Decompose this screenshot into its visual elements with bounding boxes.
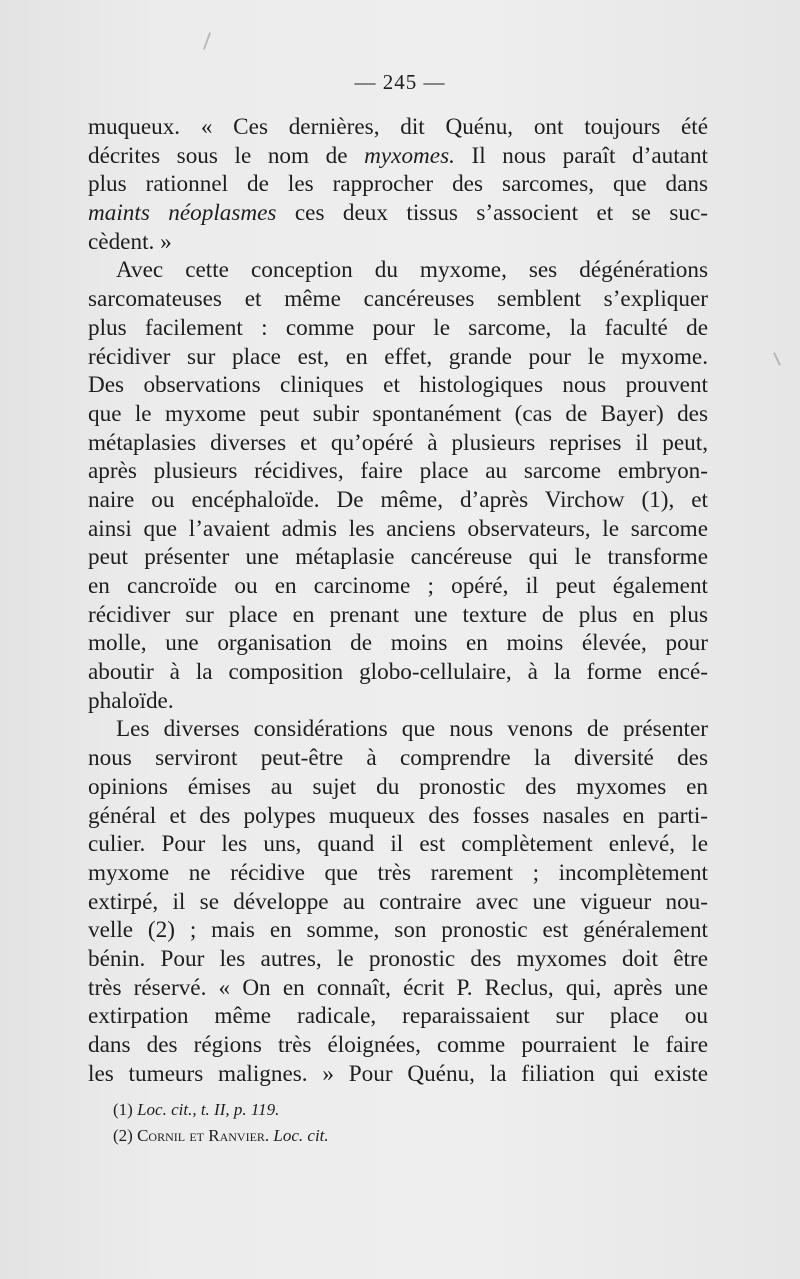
text-line: maints néoplasmes ces deux tissus s’associent et se suc- [88,200,709,227]
text-line: aboutir à la composition globo-cellulaire, à la forme encé- [88,659,708,686]
text-line: opinions émises au sujet du pronostic des myxomes en [88,773,708,800]
text-line: naire ou encéphaloïde. De même, d’après Virchow (1), et [88,486,708,513]
footnote-text: Loc. cit. [273,1126,329,1145]
text-line: que le myxome peut subir spontanément (cas de Bayer) des [88,400,708,427]
footnote [113,1097,329,1123]
text-line: les tumeurs malignes. » Pour Quénu, la filiation qui existe [88,1060,708,1087]
footnote-marker: (2) [113,1126,133,1145]
text-line: extirpé, il se développe au contraire avec une vigueur nou- [88,888,708,915]
text-line: myxome ne récidive que très rarement ; incomplètement [88,859,708,886]
text-line: bénin. Pour les autres, le pronostic des myxomes doit être [88,945,708,972]
text-line: récidiver sur place en prenant une texture de plus en plus [88,601,708,628]
text-line: molle, une organisation de moins en moins élevée, pour [88,630,708,657]
text-line: plus rationnel de les rapprocher des sarcomes, que dans [88,171,708,198]
text-line: Les diverses considérations que nous venons de présenter [116,716,708,743]
text-line: sarcomateuses et même cancéreuses semblent s’expliquer [88,286,708,313]
main-text [88,113,708,1088]
text-line: nous serviront peut-être à comprendre la diversité des [88,745,708,772]
scan-mark [773,352,781,366]
footnotes [113,1097,329,1149]
text-line: décrites sous le nom de myxomes. Il nous paraît d’autant [88,142,708,169]
text-line: très réservé. « On en connaît, écrit P. Reclus, qui, après une [88,974,708,1001]
text-line: général et des polypes muqueux des fosses nasales en parti- [88,802,708,829]
text-line: Avec cette conception du myxome, ses dégénérations [116,257,708,284]
text-line: plus facilement : comme pour le sarcome, la faculté de [88,314,708,341]
page-number: — 245 — [354,70,446,94]
text-line: après plusieurs récidives, faire place au sarcome embryon- [88,458,708,485]
footnote-authors: Cornil et Ranvier. [137,1126,270,1145]
text-line: peut présenter une métaplasie cancéreuse qui le transforme [88,544,708,571]
text-line: métaplasies diverses et qu’opéré à plusieurs reprises il peut, [88,429,708,456]
text-line: extirpation même radicale, reparaissaient sur place ou [88,1003,708,1030]
text-line: culier. Pour les uns, quand il est complètement enlevé, le [88,831,708,858]
scan-mark [203,32,211,50]
text-line: en cancroïde ou en carcinome ; opéré, il peut également [88,573,708,599]
text-line: phaloïde. [88,687,174,714]
text-line: récidiver sur place est, en effet, grande pour le myxome. [88,343,708,370]
footnote-text: Loc. cit., t. II, p. 119. [137,1100,280,1119]
text-line: ainsi que l’avaient admis les anciens observateurs, le sarcome [88,515,708,542]
text-line: muqueux. « Ces dernières, dit Quénu, ont toujours été [88,114,708,140]
text-line: cèdent. » [88,228,172,255]
text-line: velle (2) ; mais en somme, son pronostic est généralement [88,917,708,944]
footnote-marker: (1) [113,1100,133,1119]
text-line: dans des régions très éloignées, comme pourraient le faire [88,1032,708,1058]
text-line: Des observations cliniques et histologiques nous prouvent [88,372,708,399]
footnote [113,1123,329,1149]
